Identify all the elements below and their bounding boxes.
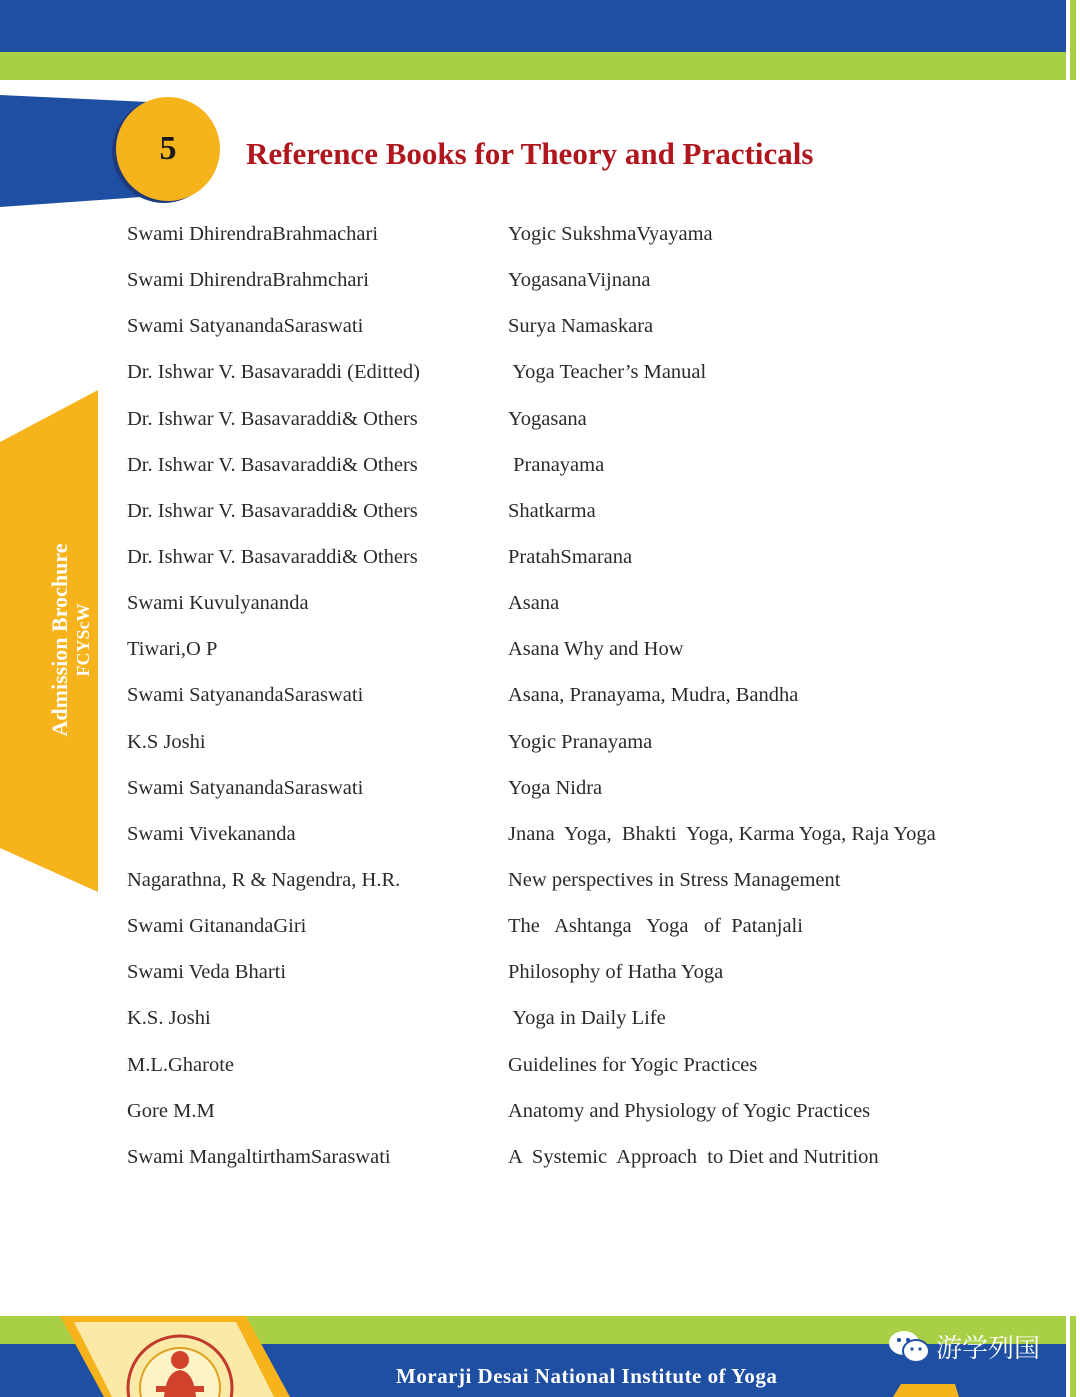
book-row bbox=[0, 627, 1080, 673]
book-author: K.S. Joshi bbox=[127, 1007, 211, 1030]
book-row bbox=[0, 304, 1080, 350]
book-title: Asana Why and How bbox=[508, 638, 684, 661]
book-row bbox=[0, 1043, 1080, 1089]
footer-institute-name: Morarji Desai National Institute of Yoga bbox=[396, 1364, 778, 1388]
book-row bbox=[0, 443, 1080, 489]
book-title: Philosophy of Hatha Yoga bbox=[508, 961, 724, 984]
book-author: Dr. Ishwar V. Basavaraddi& Others bbox=[127, 407, 418, 430]
book-row bbox=[0, 1135, 1080, 1181]
book-author: Dr. Ishwar V. Basavaraddi& Others bbox=[127, 499, 418, 522]
book-row bbox=[0, 535, 1080, 581]
book-title: A Systemic Approach to Diet and Nutrition bbox=[508, 1145, 879, 1168]
book-title: Guidelines for Yogic Practices bbox=[508, 1053, 758, 1076]
bottom-right-edge bbox=[1066, 1316, 1080, 1397]
book-row bbox=[0, 904, 1080, 950]
book-row bbox=[0, 258, 1080, 304]
page-number-tab bbox=[893, 1384, 959, 1397]
book-author: Dr. Ishwar V. Basavaraddi& Others bbox=[127, 545, 418, 568]
book-author: Swami DhirendraBrahmachari bbox=[127, 223, 379, 245]
book-row bbox=[0, 720, 1080, 766]
book-title: Pranayama bbox=[508, 453, 605, 476]
top-green-band bbox=[0, 52, 1066, 80]
book-author: Dr. Ishwar V. Basavaraddi (Editted) bbox=[127, 361, 421, 384]
side-tab-line2: FCYScW bbox=[73, 603, 93, 677]
book-title: Asana bbox=[508, 592, 560, 615]
book-row bbox=[0, 673, 1080, 719]
section-number-badge bbox=[116, 97, 220, 201]
book-row bbox=[0, 1089, 1080, 1135]
section-title: Reference Books for Theory and Practicals bbox=[246, 136, 814, 171]
book-title: Yoga Nidra bbox=[508, 776, 603, 799]
book-author: Dr. Ishwar V. Basavaraddi& Others bbox=[127, 453, 418, 476]
book-title: Yogic Pranayama bbox=[508, 730, 653, 753]
book-author: K.S Joshi bbox=[127, 730, 206, 753]
institute-logo bbox=[60, 1316, 290, 1397]
side-tab-line1: Admission Brochure bbox=[47, 543, 72, 737]
chat-bubble-icon bbox=[888, 1329, 930, 1365]
watermark bbox=[888, 1328, 1040, 1365]
book-author: Swami SatyanandaSaraswati bbox=[127, 315, 364, 338]
book-author: Gore M.M bbox=[127, 1099, 215, 1122]
watermark-text: 游学列国 bbox=[936, 1334, 1041, 1364]
book-author: Swami Vivekananda bbox=[127, 822, 296, 845]
section-number: 5 bbox=[159, 130, 177, 167]
book-row bbox=[0, 766, 1080, 812]
book-author: Swami GitanandaGiri bbox=[127, 915, 307, 938]
book-author: Nagarathna, R & Nagendra, H.R. bbox=[127, 868, 401, 891]
book-title: YogasanaVijnana bbox=[508, 269, 651, 292]
book-title: New perspectives in Stress Management bbox=[508, 868, 841, 891]
book-author: Swami Veda Bharti bbox=[127, 961, 287, 984]
book-row bbox=[0, 212, 1080, 258]
book-title: Yogasana bbox=[508, 407, 587, 430]
book-author: Swami SatyanandaSaraswati bbox=[127, 684, 364, 707]
book-title: Asana, Pranayama, Mudra, Bandha bbox=[508, 684, 799, 707]
book-row bbox=[0, 581, 1080, 627]
book-title: Surya Namaskara bbox=[508, 315, 654, 338]
book-title: PratahSmarana bbox=[508, 545, 633, 568]
book-row bbox=[0, 858, 1080, 904]
book-row bbox=[0, 812, 1080, 858]
book-author: Swami Kuvulyananda bbox=[127, 592, 309, 615]
top-blue-band bbox=[0, 0, 1070, 52]
book-row bbox=[0, 350, 1080, 396]
book-title: Yogic SukshmaVyayama bbox=[508, 223, 713, 245]
book-list bbox=[0, 212, 1080, 1181]
book-title: Anatomy and Physiology of Yogic Practices bbox=[508, 1099, 871, 1122]
book-title: Jnana Yoga, Bhakti Yoga, Karma Yoga, Raja Yoga bbox=[508, 822, 936, 845]
book-author: M.L.Gharote bbox=[127, 1053, 235, 1076]
book-row bbox=[0, 489, 1080, 535]
book-row bbox=[0, 996, 1080, 1042]
book-author: Tiwari,O P bbox=[127, 638, 218, 661]
book-title: Yoga Teacher’s Manual bbox=[508, 361, 707, 384]
book-author: Swami SatyanandaSaraswati bbox=[127, 776, 364, 799]
top-right-edge bbox=[1066, 0, 1080, 80]
book-title: Shatkarma bbox=[508, 499, 596, 522]
book-row bbox=[0, 397, 1080, 443]
book-row bbox=[0, 950, 1080, 996]
book-author: Swami MangaltirthamSaraswati bbox=[127, 1145, 391, 1168]
book-title: The Ashtanga Yoga of Patanjali bbox=[508, 915, 803, 938]
book-author: Swami DhirendraBrahmchari bbox=[127, 269, 369, 292]
book-title: Yoga in Daily Life bbox=[508, 1007, 666, 1030]
